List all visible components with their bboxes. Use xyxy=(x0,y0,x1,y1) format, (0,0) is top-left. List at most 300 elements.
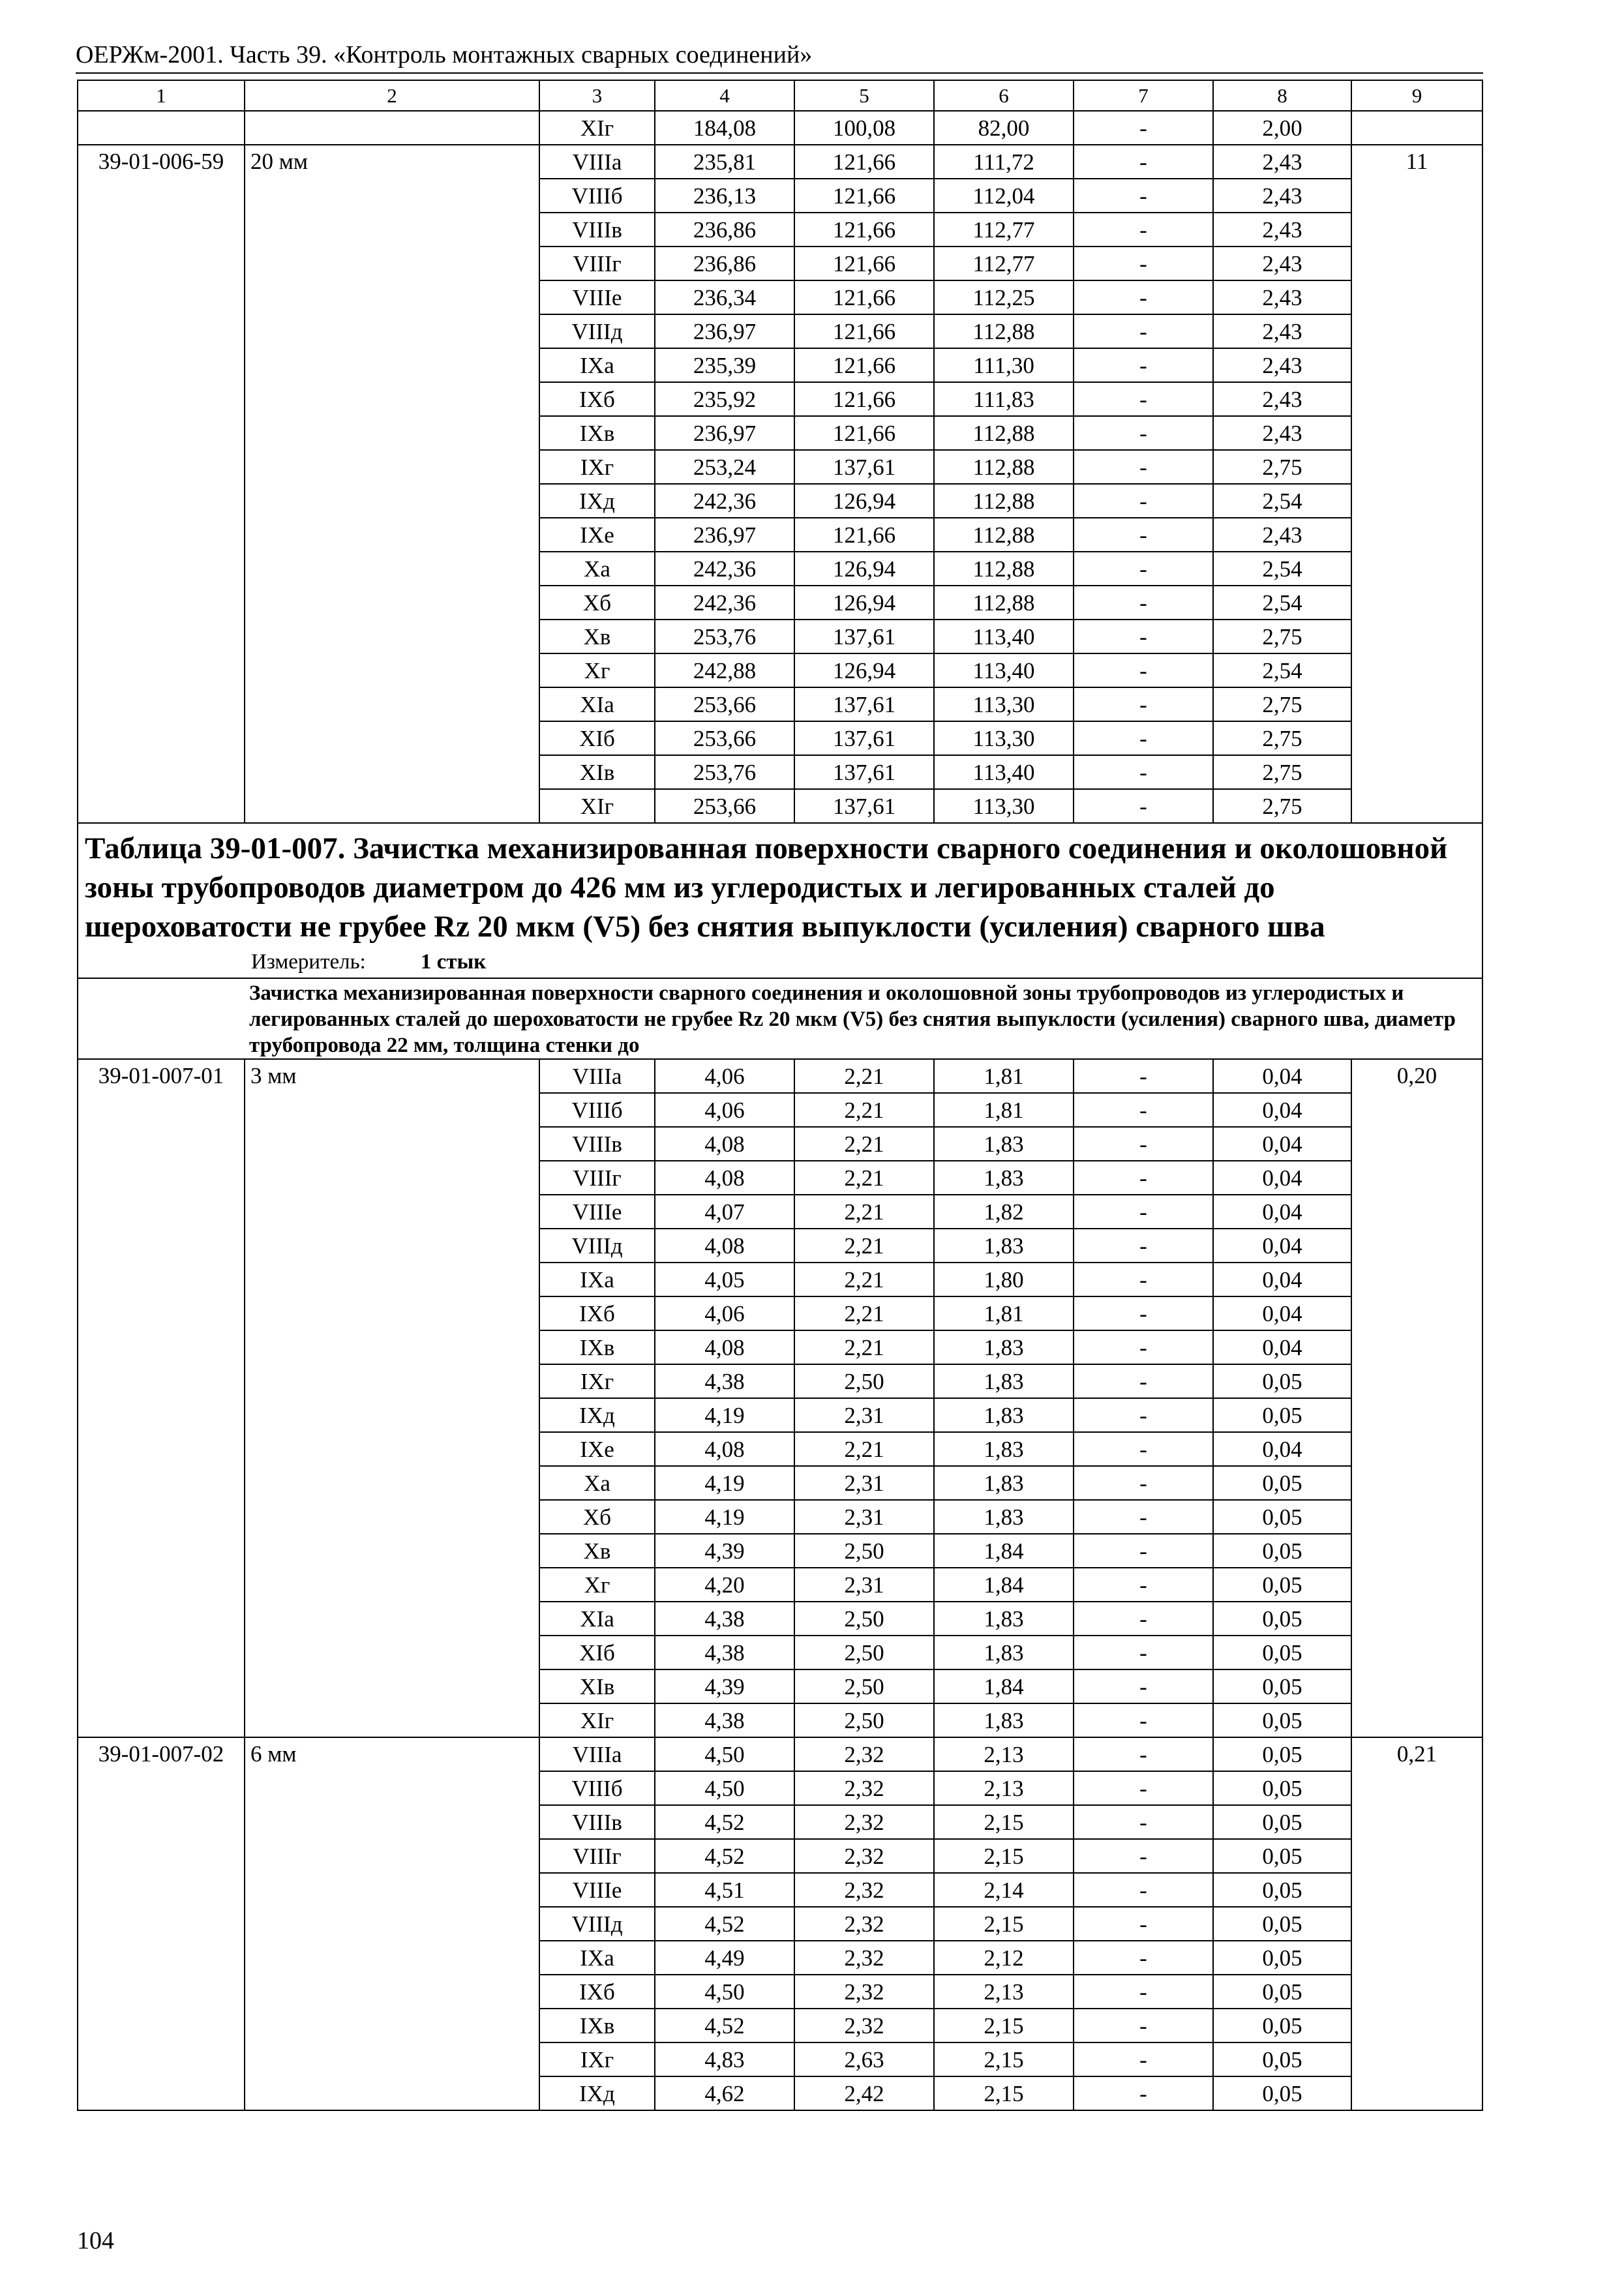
col-3-cell: VIIIв xyxy=(539,1127,655,1161)
col-3-cell: XIа xyxy=(539,1602,655,1636)
col-3-cell: IXв xyxy=(539,2009,655,2042)
col-8-cell: 2,43 xyxy=(1213,314,1351,348)
col-3-cell: XIг xyxy=(539,789,655,823)
col-4-cell: 236,97 xyxy=(655,518,794,552)
col-8-cell: 0,04 xyxy=(1213,1296,1351,1330)
col-6-cell: 112,04 xyxy=(934,179,1074,213)
col-5-cell: 2,32 xyxy=(794,1805,934,1839)
col-5-cell: 2,21 xyxy=(794,1432,934,1466)
col-8-cell: 0,05 xyxy=(1213,1975,1351,2009)
col-6-cell: 2,15 xyxy=(934,2042,1074,2076)
col-5-cell: 2,21 xyxy=(794,1330,934,1364)
col-5-cell: 2,31 xyxy=(794,1398,934,1432)
col-4-cell: 4,08 xyxy=(655,1229,794,1263)
col-7-cell: - xyxy=(1074,1737,1213,1771)
col-3-cell: VIIIа xyxy=(539,1059,655,1093)
col-5-cell: 121,66 xyxy=(794,145,934,179)
col-4-cell: 4,05 xyxy=(655,1263,794,1296)
col-5-cell: 121,66 xyxy=(794,314,934,348)
col-6-cell: 1,81 xyxy=(934,1059,1074,1093)
col-6-cell: 2,14 xyxy=(934,1873,1074,1907)
col-3-cell: VIIIд xyxy=(539,1907,655,1941)
col-7-cell: - xyxy=(1074,755,1213,789)
col-3-cell: XIа xyxy=(539,687,655,721)
col-3-cell: Xа xyxy=(539,1466,655,1500)
col-8-cell: 0,05 xyxy=(1213,1398,1351,1432)
col-5-cell: 2,21 xyxy=(794,1093,934,1127)
col-4-cell: 253,76 xyxy=(655,620,794,653)
col-7-cell: - xyxy=(1074,280,1213,314)
col-3-cell: IXд xyxy=(539,1398,655,1432)
col-5-cell: 126,94 xyxy=(794,484,934,518)
col-6-cell: 113,40 xyxy=(934,620,1074,653)
col-8-cell: 2,75 xyxy=(1213,721,1351,755)
col-7-cell: - xyxy=(1074,2042,1213,2076)
col-6-cell: 1,84 xyxy=(934,1534,1074,1568)
col-5-cell: 2,21 xyxy=(794,1195,934,1229)
col-5-cell: 121,66 xyxy=(794,280,934,314)
col-7-cell: - xyxy=(1074,1839,1213,1873)
column-number: 3 xyxy=(539,80,655,111)
col-8-cell: 0,05 xyxy=(1213,2076,1351,2110)
col-7-cell: - xyxy=(1074,314,1213,348)
col-6-cell: 1,83 xyxy=(934,1602,1074,1636)
col-7-cell: - xyxy=(1074,484,1213,518)
col-8-cell: 2,43 xyxy=(1213,213,1351,247)
col-5-cell: 2,21 xyxy=(794,1127,934,1161)
col-6-cell: 1,83 xyxy=(934,1127,1074,1161)
col-3-cell: Xг xyxy=(539,1568,655,1602)
table-cell xyxy=(1351,111,1482,145)
col-7-cell: - xyxy=(1074,348,1213,382)
col-4-cell: 4,39 xyxy=(655,1669,794,1703)
col-6-cell: 1,84 xyxy=(934,1568,1074,1602)
col-5-cell: 137,61 xyxy=(794,789,934,823)
col-8-cell: 2,43 xyxy=(1213,179,1351,213)
col-6-cell: 112,77 xyxy=(934,247,1074,280)
col-5-cell: 2,50 xyxy=(794,1364,934,1398)
col-5-cell: 2,32 xyxy=(794,1907,934,1941)
col-7-cell: - xyxy=(1074,1805,1213,1839)
col-3-cell: Xв xyxy=(539,620,655,653)
column-number-row xyxy=(78,80,1482,111)
col-8-cell: 0,05 xyxy=(1213,1636,1351,1669)
col-6-cell: 112,25 xyxy=(934,280,1074,314)
col-8-cell: 2,75 xyxy=(1213,755,1351,789)
col-4-cell: 4,39 xyxy=(655,1534,794,1568)
col-4-cell: 4,06 xyxy=(655,1059,794,1093)
col-5-cell: 2,31 xyxy=(794,1500,934,1534)
col-3-cell: XIб xyxy=(539,1636,655,1669)
col-8-cell: 0,05 xyxy=(1213,1669,1351,1703)
col-5-cell: 2,21 xyxy=(794,1296,934,1330)
col-6-cell: 112,88 xyxy=(934,450,1074,484)
col-4-cell: 4,62 xyxy=(655,2076,794,2110)
col-6-cell: 112,88 xyxy=(934,586,1074,620)
col-6-cell: 1,82 xyxy=(934,1195,1074,1229)
col-8-cell: 2,75 xyxy=(1213,687,1351,721)
col-4-cell: 4,19 xyxy=(655,1398,794,1432)
col-4-cell: 4,19 xyxy=(655,1466,794,1500)
col-7-cell: - xyxy=(1074,552,1213,586)
col-6-cell: 112,88 xyxy=(934,314,1074,348)
col-4-cell: 4,07 xyxy=(655,1195,794,1229)
wall-thickness: 3 мм xyxy=(245,1059,539,1737)
col-3-cell: IXа xyxy=(539,348,655,382)
col-8-cell: 0,05 xyxy=(1213,1568,1351,1602)
col-4-cell: 4,20 xyxy=(655,1568,794,1602)
col-3-cell: Xб xyxy=(539,586,655,620)
col-4-cell: 253,66 xyxy=(655,789,794,823)
col-4-cell: 253,66 xyxy=(655,687,794,721)
col-3-cell: XIв xyxy=(539,755,655,789)
col-6-cell: 2,13 xyxy=(934,1975,1074,2009)
col-6-cell: 113,30 xyxy=(934,721,1074,755)
col-4-cell: 4,38 xyxy=(655,1602,794,1636)
col-4-cell: 235,81 xyxy=(655,145,794,179)
col-8-cell: 0,05 xyxy=(1213,1466,1351,1500)
col-5-cell: 126,94 xyxy=(794,552,934,586)
col-4-cell: 4,52 xyxy=(655,1907,794,1941)
col-6-cell: 1,84 xyxy=(934,1669,1074,1703)
col-5-cell: 121,66 xyxy=(794,518,934,552)
column-number: 9 xyxy=(1351,80,1482,111)
col-4-cell: 4,50 xyxy=(655,1771,794,1805)
col-4-cell: 4,38 xyxy=(655,1364,794,1398)
col-8-cell: 0,05 xyxy=(1213,1771,1351,1805)
col-7-cell: - xyxy=(1074,1500,1213,1534)
table-row xyxy=(78,1059,1482,1093)
wall-thickness: 20 мм xyxy=(245,145,539,823)
col-6-cell: 1,83 xyxy=(934,1330,1074,1364)
col-3-cell: VIIIд xyxy=(539,1229,655,1263)
col-6-cell: 2,15 xyxy=(934,1805,1074,1839)
col-7-cell: - xyxy=(1074,789,1213,823)
col-7-cell: - xyxy=(1074,518,1213,552)
col-8-cell: 0,04 xyxy=(1213,1432,1351,1466)
col-6-cell: 113,30 xyxy=(934,789,1074,823)
col-4-cell: 4,08 xyxy=(655,1127,794,1161)
column-number: 4 xyxy=(655,80,794,111)
col-4-cell: 4,19 xyxy=(655,1500,794,1534)
col-3-cell: IXб xyxy=(539,1975,655,2009)
col-6-cell: 113,30 xyxy=(934,687,1074,721)
col-4-cell: 4,38 xyxy=(655,1636,794,1669)
table-title-cell xyxy=(78,823,1482,978)
col-8-cell: 0,05 xyxy=(1213,1839,1351,1873)
page-number: 104 xyxy=(77,2227,114,2254)
col-4-cell: 4,06 xyxy=(655,1296,794,1330)
table-title: Таблица 39-01-007. Зачистка механизированная поверхности сварного соединения и околошовной зоны трубопроводов диаметром до 426 мм из углеродистых и легированных сталей до шероховатости не грубее Rz 20 мкм (V5) без снятия выпуклости (усиления) сварного шва xyxy=(85,831,1448,944)
col-6-cell: 2,13 xyxy=(934,1771,1074,1805)
col-4-cell: 253,66 xyxy=(655,721,794,755)
col-7-cell: - xyxy=(1074,721,1213,755)
col-3-cell: XIг xyxy=(539,1703,655,1737)
col-8-cell: 2,43 xyxy=(1213,382,1351,416)
col-3-cell: IXд xyxy=(539,2076,655,2110)
col-6-cell: 111,30 xyxy=(934,348,1074,382)
col-4-cell: 242,36 xyxy=(655,484,794,518)
col-6-cell: 2,15 xyxy=(934,2009,1074,2042)
col-6-cell: 112,88 xyxy=(934,552,1074,586)
col-8-cell: 2,54 xyxy=(1213,484,1351,518)
col-5-cell: 2,31 xyxy=(794,1568,934,1602)
col-6-cell: 1,83 xyxy=(934,1432,1074,1466)
col-8-cell: 0,04 xyxy=(1213,1093,1351,1127)
col-3-cell: XIб xyxy=(539,721,655,755)
col-6-cell: 1,81 xyxy=(934,1296,1074,1330)
col-8-cell: 0,05 xyxy=(1213,1534,1351,1568)
col-3-cell: IXв xyxy=(539,416,655,450)
table-cell: 184,08 xyxy=(655,111,794,145)
col-5-cell: 2,50 xyxy=(794,1534,934,1568)
col-5-cell: 137,61 xyxy=(794,620,934,653)
col-5-cell: 2,31 xyxy=(794,1466,934,1500)
col-5-cell: 2,50 xyxy=(794,1636,934,1669)
col-7-cell: - xyxy=(1074,450,1213,484)
col-6-cell: 111,72 xyxy=(934,145,1074,179)
col-4-cell: 236,97 xyxy=(655,314,794,348)
col-3-cell: VIIIг xyxy=(539,1161,655,1195)
col-5-cell: 121,66 xyxy=(794,348,934,382)
col-6-cell: 111,83 xyxy=(934,382,1074,416)
col-6-cell: 112,88 xyxy=(934,518,1074,552)
col-5-cell: 121,66 xyxy=(794,213,934,247)
col-5-cell: 2,42 xyxy=(794,2076,934,2110)
column-number: 1 xyxy=(78,80,245,111)
col-6-cell: 113,40 xyxy=(934,653,1074,687)
col-7-cell: - xyxy=(1074,1466,1213,1500)
col-4-cell: 4,83 xyxy=(655,2042,794,2076)
col-5-cell: 2,50 xyxy=(794,1602,934,1636)
col-7-cell: - xyxy=(1074,145,1213,179)
subheading-text: Зачистка механизированная поверхности сварного соединения и околошовной зоны трубопроводов из углеродистых и легированных сталей до шероховатости не грубее Rz 20 мкм (V5) без снятия выпуклости (усиления) сварного шва, диаметр трубопровода 22 мм, толщина стенки до xyxy=(249,981,1456,1057)
col-4-cell: 4,50 xyxy=(655,1975,794,2009)
col-3-cell: Xв xyxy=(539,1534,655,1568)
col-6-cell: 1,83 xyxy=(934,1703,1074,1737)
labor-norm: 11 xyxy=(1351,145,1482,823)
col-3-cell: IXе xyxy=(539,518,655,552)
col-8-cell: 0,04 xyxy=(1213,1195,1351,1229)
col-4-cell: 4,52 xyxy=(655,1805,794,1839)
subheading-cell xyxy=(78,978,1482,1059)
col-4-cell: 4,06 xyxy=(655,1093,794,1127)
col-4-cell: 242,36 xyxy=(655,586,794,620)
table-row xyxy=(78,145,1482,179)
col-5-cell: 126,94 xyxy=(794,586,934,620)
col-3-cell: VIIIе xyxy=(539,1195,655,1229)
col-8-cell: 0,05 xyxy=(1213,1602,1351,1636)
col-3-cell: IXб xyxy=(539,382,655,416)
col-4-cell: 236,34 xyxy=(655,280,794,314)
col-8-cell: 0,04 xyxy=(1213,1127,1351,1161)
col-7-cell: - xyxy=(1074,687,1213,721)
price-table xyxy=(77,80,1483,2111)
col-5-cell: 2,32 xyxy=(794,2009,934,2042)
col-6-cell: 1,80 xyxy=(934,1263,1074,1296)
col-3-cell: VIIIа xyxy=(539,145,655,179)
subheading-row xyxy=(78,978,1482,1059)
col-6-cell: 113,40 xyxy=(934,755,1074,789)
col-3-cell: VIIIг xyxy=(539,1839,655,1873)
col-3-cell: VIIIв xyxy=(539,1805,655,1839)
measure-value: 1 стык xyxy=(420,950,487,974)
col-6-cell: 1,83 xyxy=(934,1466,1074,1500)
col-5-cell: 2,63 xyxy=(794,2042,934,2076)
col-3-cell: VIIIа xyxy=(539,1737,655,1771)
col-3-cell: VIIIв xyxy=(539,213,655,247)
col-8-cell: 2,43 xyxy=(1213,280,1351,314)
col-7-cell: - xyxy=(1074,1975,1213,2009)
col-7-cell: - xyxy=(1074,416,1213,450)
col-7-cell: - xyxy=(1074,1364,1213,1398)
col-8-cell: 0,05 xyxy=(1213,1364,1351,1398)
col-5-cell: 126,94 xyxy=(794,653,934,687)
col-3-cell: Xг xyxy=(539,653,655,687)
col-6-cell: 1,83 xyxy=(934,1636,1074,1669)
col-6-cell: 112,77 xyxy=(934,213,1074,247)
table-title-row xyxy=(78,823,1482,978)
col-7-cell: - xyxy=(1074,586,1213,620)
col-5-cell: 2,21 xyxy=(794,1161,934,1195)
col-6-cell: 112,88 xyxy=(934,484,1074,518)
col-7-cell: - xyxy=(1074,179,1213,213)
column-number: 8 xyxy=(1213,80,1351,111)
col-7-cell: - xyxy=(1074,213,1213,247)
running-header: ОЕРЖм-2001. Часть 39. «Контроль монтажных сварных соединений» xyxy=(76,41,813,68)
col-4-cell: 4,08 xyxy=(655,1161,794,1195)
col-5-cell: 121,66 xyxy=(794,179,934,213)
col-5-cell: 2,32 xyxy=(794,1737,934,1771)
col-8-cell: 0,05 xyxy=(1213,2042,1351,2076)
labor-norm: 0,20 xyxy=(1351,1059,1482,1737)
col-8-cell: 0,05 xyxy=(1213,1805,1351,1839)
col-3-cell: IXг xyxy=(539,2042,655,2076)
col-7-cell: - xyxy=(1074,382,1213,416)
col-7-cell: - xyxy=(1074,1127,1213,1161)
col-3-cell: VIIIб xyxy=(539,1771,655,1805)
col-8-cell: 2,54 xyxy=(1213,586,1351,620)
col-4-cell: 235,92 xyxy=(655,382,794,416)
col-7-cell: - xyxy=(1074,1534,1213,1568)
col-5-cell: 121,66 xyxy=(794,247,934,280)
col-7-cell: - xyxy=(1074,1059,1213,1093)
col-3-cell: IXа xyxy=(539,1263,655,1296)
rate-code: 39-01-007-02 xyxy=(78,1737,245,2110)
col-8-cell: 0,04 xyxy=(1213,1161,1351,1195)
col-4-cell: 236,97 xyxy=(655,416,794,450)
col-6-cell: 1,83 xyxy=(934,1398,1074,1432)
col-8-cell: 2,75 xyxy=(1213,620,1351,653)
col-3-cell: VIIIе xyxy=(539,1873,655,1907)
col-6-cell: 112,88 xyxy=(934,416,1074,450)
col-8-cell: 2,75 xyxy=(1213,450,1351,484)
col-4-cell: 253,24 xyxy=(655,450,794,484)
col-4-cell: 235,39 xyxy=(655,348,794,382)
col-8-cell: 0,05 xyxy=(1213,1737,1351,1771)
col-5-cell: 2,21 xyxy=(794,1059,934,1093)
col-3-cell: VIIIб xyxy=(539,179,655,213)
col-8-cell: 2,54 xyxy=(1213,552,1351,586)
col-7-cell: - xyxy=(1074,1432,1213,1466)
col-5-cell: 2,32 xyxy=(794,1941,934,1975)
col-5-cell: 2,32 xyxy=(794,1975,934,2009)
col-6-cell: 1,81 xyxy=(934,1093,1074,1127)
labor-norm: 0,21 xyxy=(1351,1737,1482,2110)
col-8-cell: 0,05 xyxy=(1213,1907,1351,1941)
col-4-cell: 4,08 xyxy=(655,1330,794,1364)
table-row xyxy=(78,111,1482,145)
col-8-cell: 2,54 xyxy=(1213,653,1351,687)
col-5-cell: 137,61 xyxy=(794,755,934,789)
col-3-cell: XIв xyxy=(539,1669,655,1703)
table-cell: XIг xyxy=(539,111,655,145)
measure-label: Измеритель: xyxy=(251,950,366,974)
col-7-cell: - xyxy=(1074,1873,1213,1907)
col-4-cell: 4,49 xyxy=(655,1941,794,1975)
col-7-cell: - xyxy=(1074,653,1213,687)
col-3-cell: IXа xyxy=(539,1941,655,1975)
col-4-cell: 253,76 xyxy=(655,755,794,789)
col-6-cell: 2,15 xyxy=(934,1907,1074,1941)
col-7-cell: - xyxy=(1074,1330,1213,1364)
rate-code: 39-01-006-59 xyxy=(78,145,245,823)
col-7-cell: - xyxy=(1074,1771,1213,1805)
col-7-cell: - xyxy=(1074,2009,1213,2042)
col-5-cell: 2,32 xyxy=(794,1839,934,1873)
col-7-cell: - xyxy=(1074,1703,1213,1737)
col-3-cell: Xа xyxy=(539,552,655,586)
col-4-cell: 4,51 xyxy=(655,1873,794,1907)
col-4-cell: 4,52 xyxy=(655,2009,794,2042)
col-8-cell: 0,05 xyxy=(1213,2009,1351,2042)
col-4-cell: 4,50 xyxy=(655,1737,794,1771)
col-8-cell: 2,43 xyxy=(1213,518,1351,552)
measure-line xyxy=(251,949,1474,975)
col-8-cell: 0,04 xyxy=(1213,1229,1351,1263)
col-4-cell: 4,08 xyxy=(655,1432,794,1466)
col-7-cell: - xyxy=(1074,1568,1213,1602)
col-5-cell: 2,50 xyxy=(794,1669,934,1703)
col-7-cell: - xyxy=(1074,247,1213,280)
col-8-cell: 0,05 xyxy=(1213,1941,1351,1975)
col-5-cell: 2,32 xyxy=(794,1771,934,1805)
col-8-cell: 0,05 xyxy=(1213,1703,1351,1737)
col-7-cell: - xyxy=(1074,1195,1213,1229)
col-6-cell: 1,83 xyxy=(934,1161,1074,1195)
table-cell xyxy=(78,111,245,145)
col-7-cell: - xyxy=(1074,1161,1213,1195)
col-7-cell: - xyxy=(1074,1602,1213,1636)
col-7-cell: - xyxy=(1074,1263,1213,1296)
col-5-cell: 2,21 xyxy=(794,1229,934,1263)
col-8-cell: 0,05 xyxy=(1213,1873,1351,1907)
column-number: 7 xyxy=(1074,80,1213,111)
column-number: 6 xyxy=(934,80,1074,111)
col-5-cell: 2,32 xyxy=(794,1873,934,1907)
col-3-cell: VIIIб xyxy=(539,1093,655,1127)
col-5-cell: 121,66 xyxy=(794,416,934,450)
col-8-cell: 0,05 xyxy=(1213,1500,1351,1534)
col-6-cell: 2,13 xyxy=(934,1737,1074,1771)
col-3-cell: Xб xyxy=(539,1500,655,1534)
col-6-cell: 2,15 xyxy=(934,2076,1074,2110)
col-4-cell: 4,38 xyxy=(655,1703,794,1737)
col-7-cell: - xyxy=(1074,1669,1213,1703)
col-3-cell: IXд xyxy=(539,484,655,518)
col-5-cell: 121,66 xyxy=(794,382,934,416)
col-6-cell: 2,12 xyxy=(934,1941,1074,1975)
